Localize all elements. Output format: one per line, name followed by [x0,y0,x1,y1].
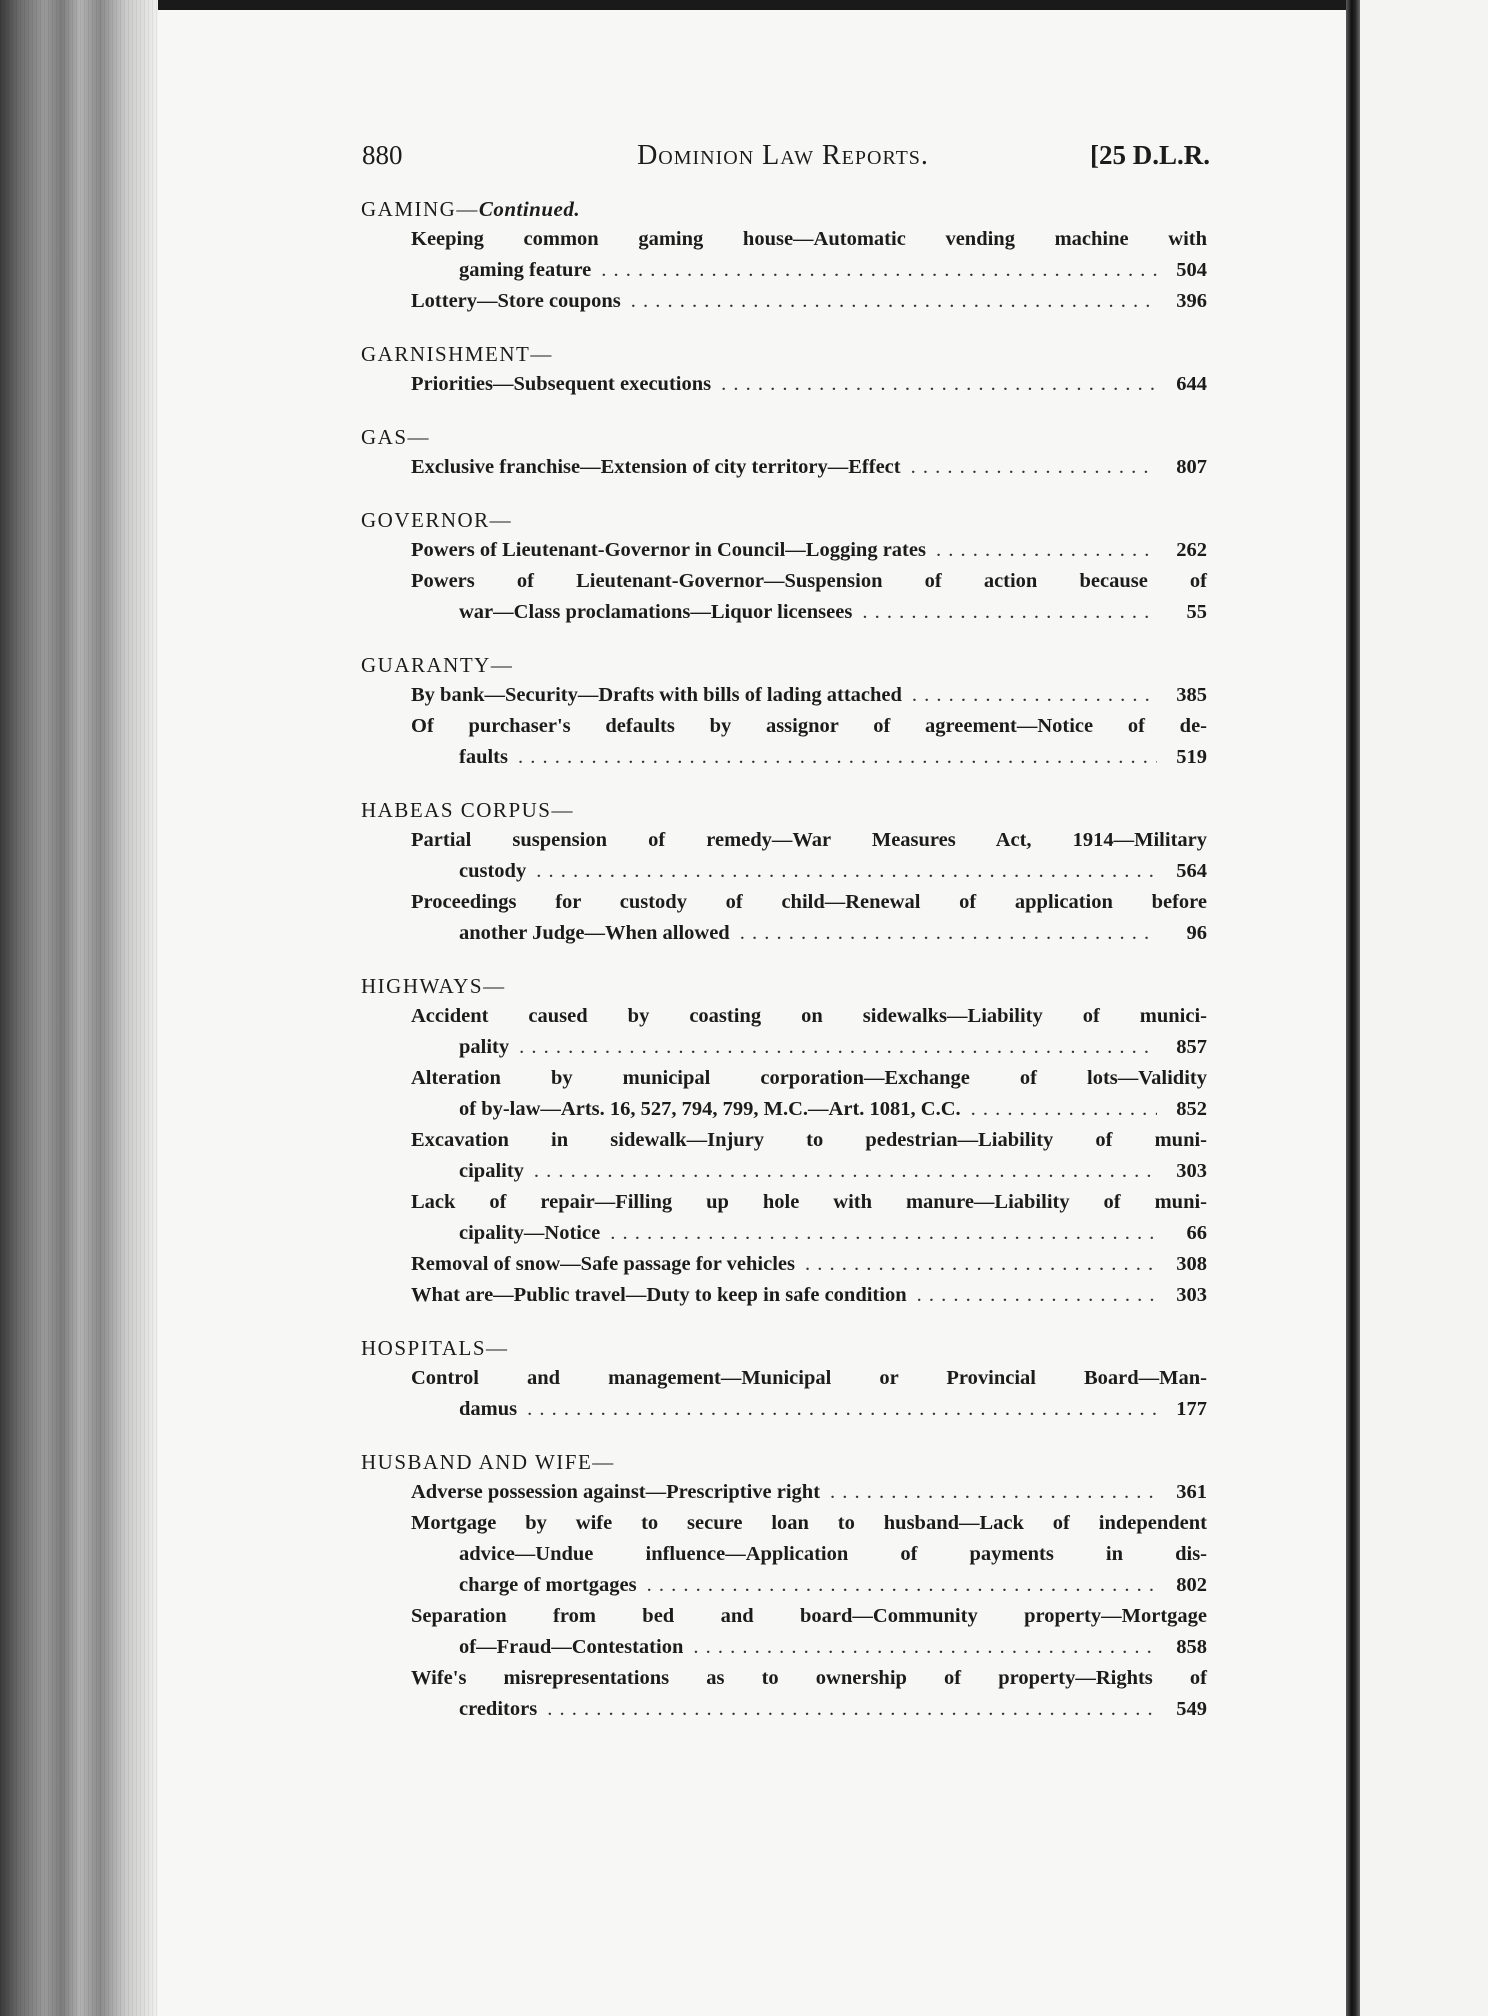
entry-final-line [411,918,1207,949]
section-heading-suffix: Continued. [478,197,581,221]
running-header [358,140,1208,186]
dot-leader [519,1032,1157,1063]
entry-text-line: Powers of Lieutenant-Governor—Suspension of action because of [411,570,1207,592]
section-heading [361,971,1208,1001]
entry-text-line: war—Class proclamations—Liquor licensees [459,601,853,623]
dot-leader [805,1249,1157,1280]
entry-text-line: another Judge—When allowed [459,922,730,944]
section-heading [361,339,1208,369]
entry-page-number: 96 [1186,922,1207,944]
index-entry [411,1601,1207,1663]
index-entry [411,887,1207,949]
index-section [358,650,1208,773]
entry-final-line [411,680,1207,711]
index-entry [411,535,1207,566]
section-heading-text: HIGHWAYS— [361,974,506,998]
facing-page-edge [1360,0,1488,2016]
index-section [358,795,1208,949]
entry-text-line: Lack of repair—Filling up hole with manure—Liability of muni- [411,1191,1207,1213]
heading-dash: — [456,197,479,221]
entry-final-line [411,452,1207,483]
dot-leader [527,1394,1157,1425]
entry-final-line [411,286,1207,317]
entry-text-line: Exclusive franchise—Extension of city territory—Effect [411,456,901,478]
entry-page-number: 308 [1176,1253,1207,1275]
index-entry [411,369,1207,400]
entry-text-line: By bank—Security—Drafts with bills of lading attached [411,684,902,706]
section-heading-text: GAMING [361,197,457,221]
index-entry [411,286,1207,317]
entry-text-line: faults [459,746,508,768]
entry-page-number: 55 [1186,601,1207,623]
index-entry [411,1063,1207,1125]
entry-text-line: What are—Public travel—Duty to keep in safe condition [411,1284,907,1306]
running-title: Dominion Law Reports. [637,140,929,171]
dot-leader [534,1156,1157,1187]
entry-page-number: 303 [1176,1284,1207,1306]
entry-text-line: pality [459,1036,510,1058]
section-heading [361,650,1208,680]
entry-text-line: advice—Undue influence—Application of payments in dis- [459,1543,1207,1565]
scan-top-edge [0,0,1488,10]
section-heading-text: GUARANTY— [361,653,514,677]
dot-leader [740,918,1157,949]
section-heading-text: HOSPITALS— [361,1336,509,1360]
dot-leader [936,535,1157,566]
index-section [358,505,1208,628]
book-gutter [1346,0,1360,2016]
section-heading-text: GOVERNOR— [361,508,513,532]
index-entry [411,680,1207,711]
entry-text-line: cipality—Notice [459,1222,601,1244]
index-sections [358,194,1208,1725]
dot-leader [862,597,1157,628]
entry-page-number: 852 [1176,1098,1207,1120]
dot-leader [912,680,1157,711]
entry-text-line: Mortgage by wife to secure loan to husband—Lack of independent [411,1512,1207,1534]
entry-page-number: 549 [1176,1698,1207,1720]
section-heading-text: GAS— [361,425,431,449]
entry-page-number: 262 [1176,539,1207,561]
dot-leader [518,742,1157,773]
entry-text-line: custody [459,860,527,882]
page-number: 880 [362,140,403,170]
entry-text-line: damus [459,1398,518,1420]
index-entry [411,1249,1207,1280]
entry-final-line [411,597,1207,628]
entry-page-number: 303 [1176,1160,1207,1182]
book-page-edges [0,0,158,2016]
entry-page-number: 857 [1176,1036,1207,1058]
entry-text-line: gaming feature [459,259,592,281]
index-entry [411,1363,1207,1425]
entry-text-line: creditors [459,1698,538,1720]
entry-page-number: 802 [1176,1574,1207,1596]
section-heading [361,795,1208,825]
index-entry [411,1280,1207,1311]
entry-text-line: cipality [459,1160,524,1182]
entry-page-number: 807 [1176,456,1207,478]
entry-text-line: Lottery—Store coupons [411,290,621,312]
entry-text-line: Removal of snow—Safe passage for vehicles [411,1253,795,1275]
entry-text-line: Alteration by municipal corporation—Exchange of lots—Validity [411,1067,1207,1089]
entry-page-number: 644 [1176,373,1207,395]
entry-final-line [411,1094,1207,1125]
dot-leader [693,1632,1157,1663]
entry-page-number: 66 [1186,1222,1207,1244]
index-entry [411,1508,1207,1601]
index-entry [411,452,1207,483]
section-heading [361,194,1208,224]
dot-leader [917,1280,1157,1311]
dot-leader [547,1694,1157,1725]
section-heading [361,1333,1208,1363]
entry-final-line [411,1249,1207,1280]
dot-leader [647,1570,1157,1601]
dot-leader [601,255,1157,286]
index-entry [411,1125,1207,1187]
entry-text-line: Keeping common gaming house—Automatic vending machine with [411,228,1207,250]
entry-text-line: Accident caused by coasting on sidewalks—Liability of munici- [411,1005,1207,1027]
index-entry [411,825,1207,887]
entry-final-line [411,742,1207,773]
entry-final-line [411,1156,1207,1187]
entry-text-line: charge of mortgages [459,1574,637,1596]
index-section [358,1333,1208,1425]
entry-text-line: Excavation in sidewalk—Injury to pedestrian—Liability of muni- [411,1129,1207,1151]
dot-leader [631,286,1157,317]
index-entry [411,1001,1207,1063]
dot-leader [536,856,1157,887]
entry-final-line [411,369,1207,400]
section-heading-text: HABEAS CORPUS— [361,798,574,822]
index-entry [411,1477,1207,1508]
index-entry [411,1187,1207,1249]
entry-text-line: Priorities—Subsequent executions [411,373,712,395]
entry-text-line: Wife's misrepresentations as to ownership of property—Rights of [411,1667,1207,1689]
dot-leader [911,452,1157,483]
section-heading [361,505,1208,535]
entry-final-line [411,1477,1207,1508]
index-section [358,971,1208,1311]
dot-leader [721,369,1157,400]
entry-text-line: Separation from bed and board—Community property—Mortgage [411,1605,1207,1627]
entry-final-line [411,1394,1207,1425]
entry-final-line [411,1632,1207,1663]
entry-page-number: 177 [1176,1398,1207,1420]
entry-final-line [411,1280,1207,1311]
index-section [358,1447,1208,1725]
volume-label: [25 D.L.R. [1090,140,1210,170]
entry-page-number: 519 [1176,746,1207,768]
dot-leader [610,1218,1157,1249]
section-heading [361,422,1208,452]
entry-text-line: Partial suspension of remedy—War Measures Act, 1914—Military [411,829,1207,851]
entry-final-line [411,856,1207,887]
section-heading-text: HUSBAND AND WIFE— [361,1450,615,1474]
entry-page-number: 385 [1176,684,1207,706]
entry-text-line: of—Fraud—Contestation [459,1636,684,1658]
index-page [358,140,1208,1725]
entry-text-line: Of purchaser's defaults by assignor of agreement—Notice of de- [411,715,1207,737]
entry-page-number: 564 [1176,860,1207,882]
index-entry [411,224,1207,286]
entry-text-line: Powers of Lieutenant-Governor in Council—Logging rates [411,539,926,561]
entry-final-line [411,1032,1207,1063]
entry-final-line [411,1694,1207,1725]
index-section [358,422,1208,483]
dot-leader [971,1094,1157,1125]
index-entry [411,711,1207,773]
index-entry [411,1663,1207,1725]
index-entry [411,566,1207,628]
section-heading-text: GARNISHMENT— [361,342,553,366]
dot-leader [830,1477,1157,1508]
index-section [358,194,1208,317]
entry-final-line [411,1218,1207,1249]
entry-final-line [411,1570,1207,1601]
entry-text-line: Adverse possession against—Prescriptive right [411,1481,821,1503]
index-section [358,339,1208,400]
entry-final-line [411,255,1207,286]
entry-final-line [411,535,1207,566]
entry-page-number: 396 [1176,290,1207,312]
entry-page-number: 504 [1176,259,1207,281]
section-heading [361,1447,1208,1477]
entry-text-line: Proceedings for custody of child—Renewal of application before [411,891,1207,913]
entry-page-number: 858 [1176,1636,1207,1658]
entry-page-number: 361 [1176,1481,1207,1503]
entry-text-line: Control and management—Municipal or Provincial Board—Man- [411,1367,1207,1389]
entry-text-line: of by-law—Arts. 16, 527, 794, 799, M.C.—Art. 1081, C.C. [459,1098,961,1120]
